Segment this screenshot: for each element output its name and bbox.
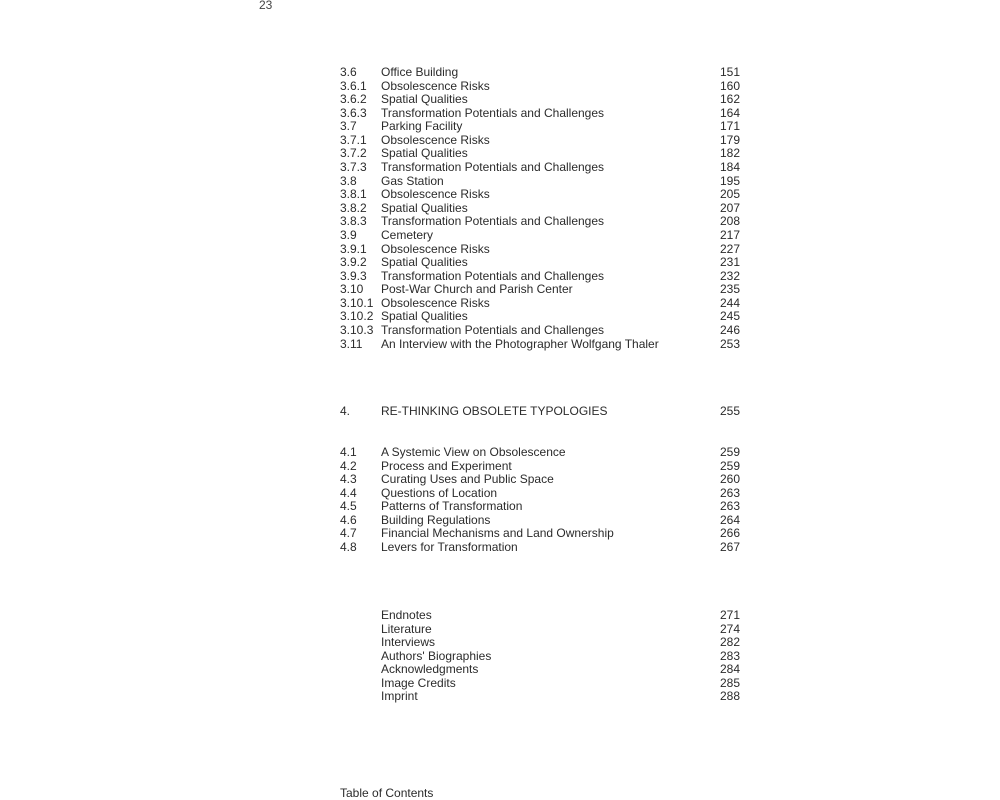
toc-entry[interactable] bbox=[340, 188, 740, 202]
toc-entry-title: Levers for Transformation bbox=[381, 540, 518, 555]
toc-entry-number: 3.9.3 bbox=[340, 268, 367, 283]
toc-entry[interactable] bbox=[340, 215, 740, 229]
toc-entry-page: 274 bbox=[719, 621, 740, 636]
toc-entry-page: 195 bbox=[719, 173, 740, 188]
toc-entry-page: 253 bbox=[719, 336, 740, 351]
toc-entry-page: 266 bbox=[719, 526, 740, 541]
toc-entry[interactable] bbox=[340, 514, 740, 528]
toc-entry-number: 4.5 bbox=[340, 499, 357, 514]
toc-entry-title: Patterns of Transformation bbox=[381, 499, 523, 514]
toc-entry-number: 3.10.2 bbox=[340, 309, 374, 324]
toc-entry-page: 162 bbox=[719, 92, 740, 107]
toc-entry[interactable] bbox=[340, 473, 740, 487]
toc-entry-number: 3.7.2 bbox=[340, 146, 367, 161]
toc-entry[interactable] bbox=[340, 134, 740, 148]
toc-entry-page: 232 bbox=[719, 268, 740, 283]
toc-entry-page: 263 bbox=[719, 485, 740, 500]
toc-entry-title: Transformation Potentials and Challenges bbox=[381, 268, 605, 283]
toc-entry-number: 3.6.2 bbox=[340, 92, 367, 107]
toc-entry[interactable] bbox=[340, 270, 740, 284]
toc-entry-page: 263 bbox=[719, 499, 740, 514]
toc-entry-page: 284 bbox=[719, 662, 740, 677]
toc-entry[interactable] bbox=[340, 650, 740, 664]
toc-entry-number: 4.4 bbox=[340, 485, 357, 500]
toc-entry[interactable] bbox=[340, 446, 740, 460]
toc-entry-title: Curating Uses and Public Space bbox=[381, 472, 554, 487]
toc-entry-page: 184 bbox=[719, 160, 740, 175]
toc-entry[interactable] bbox=[340, 256, 740, 270]
toc-entry-number: 3.6.1 bbox=[340, 78, 367, 93]
toc-entry[interactable] bbox=[340, 66, 740, 80]
toc-entry[interactable] bbox=[340, 297, 740, 311]
toc-chapter-4-heading bbox=[340, 405, 740, 419]
toc-entry-title: Cemetery bbox=[381, 227, 434, 242]
toc-entry-title: Gas Station bbox=[381, 173, 444, 188]
toc-entry-title: Financial Mechanisms and Land Ownership bbox=[381, 526, 614, 541]
toc-entry-number: 3.8.1 bbox=[340, 187, 367, 202]
toc-entry-page: 205 bbox=[719, 187, 740, 202]
toc-entry-number: 4.2 bbox=[340, 458, 357, 473]
toc-entry-page: 231 bbox=[719, 255, 740, 270]
toc-entry-number: 4.8 bbox=[340, 540, 357, 555]
toc-entry-page: 235 bbox=[719, 282, 740, 297]
toc-entry-page: 244 bbox=[719, 295, 740, 310]
toc-entry-number: 4.3 bbox=[340, 472, 357, 487]
toc-entry[interactable] bbox=[340, 283, 740, 297]
toc-entry-page: 267 bbox=[719, 540, 740, 555]
toc-entry[interactable] bbox=[340, 120, 740, 134]
toc-entry[interactable] bbox=[340, 663, 740, 677]
toc-entry-page: 285 bbox=[719, 675, 740, 690]
toc-entry-page: 288 bbox=[719, 689, 740, 704]
toc-entry[interactable] bbox=[340, 324, 740, 338]
toc-entry-page: 260 bbox=[719, 472, 740, 487]
toc-entry-number: 3.6 bbox=[340, 65, 357, 79]
toc-entry-page: 282 bbox=[719, 635, 740, 650]
toc-entry-title: Obsolescence Risks bbox=[381, 295, 490, 310]
toc-entry-title: Endnotes bbox=[381, 608, 432, 622]
toc-entry[interactable] bbox=[340, 310, 740, 324]
toc-entry-page: 271 bbox=[719, 608, 740, 622]
toc-entry-page: 259 bbox=[719, 458, 740, 473]
toc-entry-title: Building Regulations bbox=[381, 512, 491, 527]
toc-entry-page: 217 bbox=[719, 227, 740, 242]
toc-entry-title: Spatial Qualities bbox=[381, 146, 468, 161]
toc-entry[interactable] bbox=[340, 609, 740, 623]
toc-entry[interactable] bbox=[340, 690, 740, 704]
toc-entry[interactable] bbox=[340, 107, 740, 121]
toc-entry-title: Obsolescence Risks bbox=[381, 132, 490, 147]
toc-entry-number: 3.9.1 bbox=[340, 241, 367, 256]
toc-entry-number: 3.8.2 bbox=[340, 200, 367, 215]
toc-entry-title: Acknowledgments bbox=[381, 662, 479, 677]
toc-entry-number: 3.10.3 bbox=[340, 322, 374, 337]
toc-entry[interactable] bbox=[340, 243, 740, 257]
toc-entry-page: 208 bbox=[719, 214, 740, 229]
toc-entry-page: 255 bbox=[719, 404, 740, 418]
toc-entry-title: Image Credits bbox=[381, 675, 456, 690]
toc-entry[interactable] bbox=[340, 527, 740, 541]
toc-entry-title: Parking Facility bbox=[381, 119, 463, 134]
toc-entry[interactable] bbox=[340, 636, 740, 650]
toc-entry[interactable] bbox=[340, 202, 740, 216]
toc-entry-number: 3.8 bbox=[340, 173, 357, 188]
toc-entry-title: An Interview with the Photographer Wolfgang Thaler bbox=[381, 336, 659, 351]
toc-entry-title: Obsolescence Risks bbox=[381, 187, 490, 202]
toc-entry-title: RE-THINKING OBSOLETE TYPOLOGIES bbox=[381, 404, 608, 418]
toc-entry[interactable] bbox=[340, 500, 740, 514]
toc-entry[interactable] bbox=[340, 175, 740, 189]
toc-entry-page: 207 bbox=[719, 200, 740, 215]
toc-entry[interactable] bbox=[340, 677, 740, 691]
toc-entry-title: Post-War Church and Parish Center bbox=[381, 282, 573, 297]
toc-entry-page: 164 bbox=[719, 105, 740, 120]
toc-entry-page: 160 bbox=[719, 78, 740, 93]
toc-entry-title: Spatial Qualities bbox=[381, 200, 468, 215]
toc-section-3 bbox=[340, 66, 740, 351]
toc-entry[interactable] bbox=[340, 623, 740, 637]
toc-entry[interactable] bbox=[340, 161, 740, 175]
toc-entry-page: 283 bbox=[719, 648, 740, 663]
toc-entry-chapter-4[interactable] bbox=[340, 405, 740, 419]
toc-entry-number: 3.8.3 bbox=[340, 214, 367, 229]
toc-entry-title: Spatial Qualities bbox=[381, 255, 468, 270]
running-footer: Table of Contents bbox=[340, 786, 434, 800]
toc-entry-number: 4.6 bbox=[340, 512, 357, 527]
toc-entry-title: Spatial Qualities bbox=[381, 309, 468, 324]
toc-entry-title: Obsolescence Risks bbox=[381, 78, 490, 93]
toc-entry-number: 3.10.1 bbox=[340, 295, 374, 310]
toc-entry-number: 4. bbox=[340, 404, 351, 418]
toc-entry-number: 3.6.3 bbox=[340, 105, 367, 120]
toc-entry-page: 179 bbox=[719, 132, 740, 147]
toc-entry-number: 3.7 bbox=[340, 119, 357, 134]
toc-entry-title: Transformation Potentials and Challenges bbox=[381, 105, 605, 120]
page-number: 23 bbox=[259, 0, 273, 12]
toc-entry-page: 227 bbox=[719, 241, 740, 256]
toc-appendix bbox=[340, 609, 740, 704]
toc-entry-title: Office Building bbox=[381, 65, 459, 79]
toc-entry-title: A Systemic View on Obsolescence bbox=[381, 445, 566, 459]
toc-entry-title: Interviews bbox=[381, 635, 436, 650]
toc-entry-title: Questions of Location bbox=[381, 485, 498, 500]
toc-entry[interactable] bbox=[340, 460, 740, 474]
toc-entry-number: 3.11 bbox=[340, 336, 363, 351]
toc-entry-number: 3.7.1 bbox=[340, 132, 367, 147]
toc-entry-title: Transformation Potentials and Challenges bbox=[381, 160, 605, 175]
toc-entry-title: Imprint bbox=[381, 689, 418, 704]
toc-entry[interactable] bbox=[340, 487, 740, 501]
toc-entry[interactable] bbox=[340, 229, 740, 243]
toc-entry[interactable] bbox=[340, 80, 740, 94]
toc-entry-page: 182 bbox=[719, 146, 740, 161]
toc-entry-title: Transformation Potentials and Challenges bbox=[381, 322, 605, 337]
toc-section-4 bbox=[340, 446, 740, 555]
toc-entry-page: 246 bbox=[719, 322, 740, 337]
toc-entry-title: Transformation Potentials and Challenges bbox=[381, 214, 605, 229]
toc-entry-number: 3.9 bbox=[340, 227, 357, 242]
toc-entry[interactable] bbox=[340, 93, 740, 107]
toc-entry-page: 245 bbox=[719, 309, 740, 324]
toc-entry-number: 3.9.2 bbox=[340, 255, 367, 270]
toc-entry-number: 3.7.3 bbox=[340, 160, 367, 175]
toc-entry[interactable] bbox=[340, 147, 740, 161]
toc-entry-page: 151 bbox=[719, 65, 740, 79]
toc-entry-title: Literature bbox=[381, 621, 432, 636]
toc-entry-number: 3.10 bbox=[340, 282, 364, 297]
toc-entry[interactable] bbox=[340, 338, 740, 352]
toc-entry-title: Authors' Biographies bbox=[381, 648, 492, 663]
toc-entry-page: 171 bbox=[719, 119, 740, 134]
toc-entry-page: 264 bbox=[719, 512, 740, 527]
toc-entry-title: Spatial Qualities bbox=[381, 92, 468, 107]
toc-entry-number: 4.7 bbox=[340, 526, 357, 541]
toc-entry-title: Process and Experiment bbox=[381, 458, 512, 473]
toc-entry-title: Obsolescence Risks bbox=[381, 241, 490, 256]
toc-entry[interactable] bbox=[340, 541, 740, 555]
toc-entry-number: 4.1 bbox=[340, 445, 357, 459]
toc-entry-page: 259 bbox=[719, 445, 740, 459]
